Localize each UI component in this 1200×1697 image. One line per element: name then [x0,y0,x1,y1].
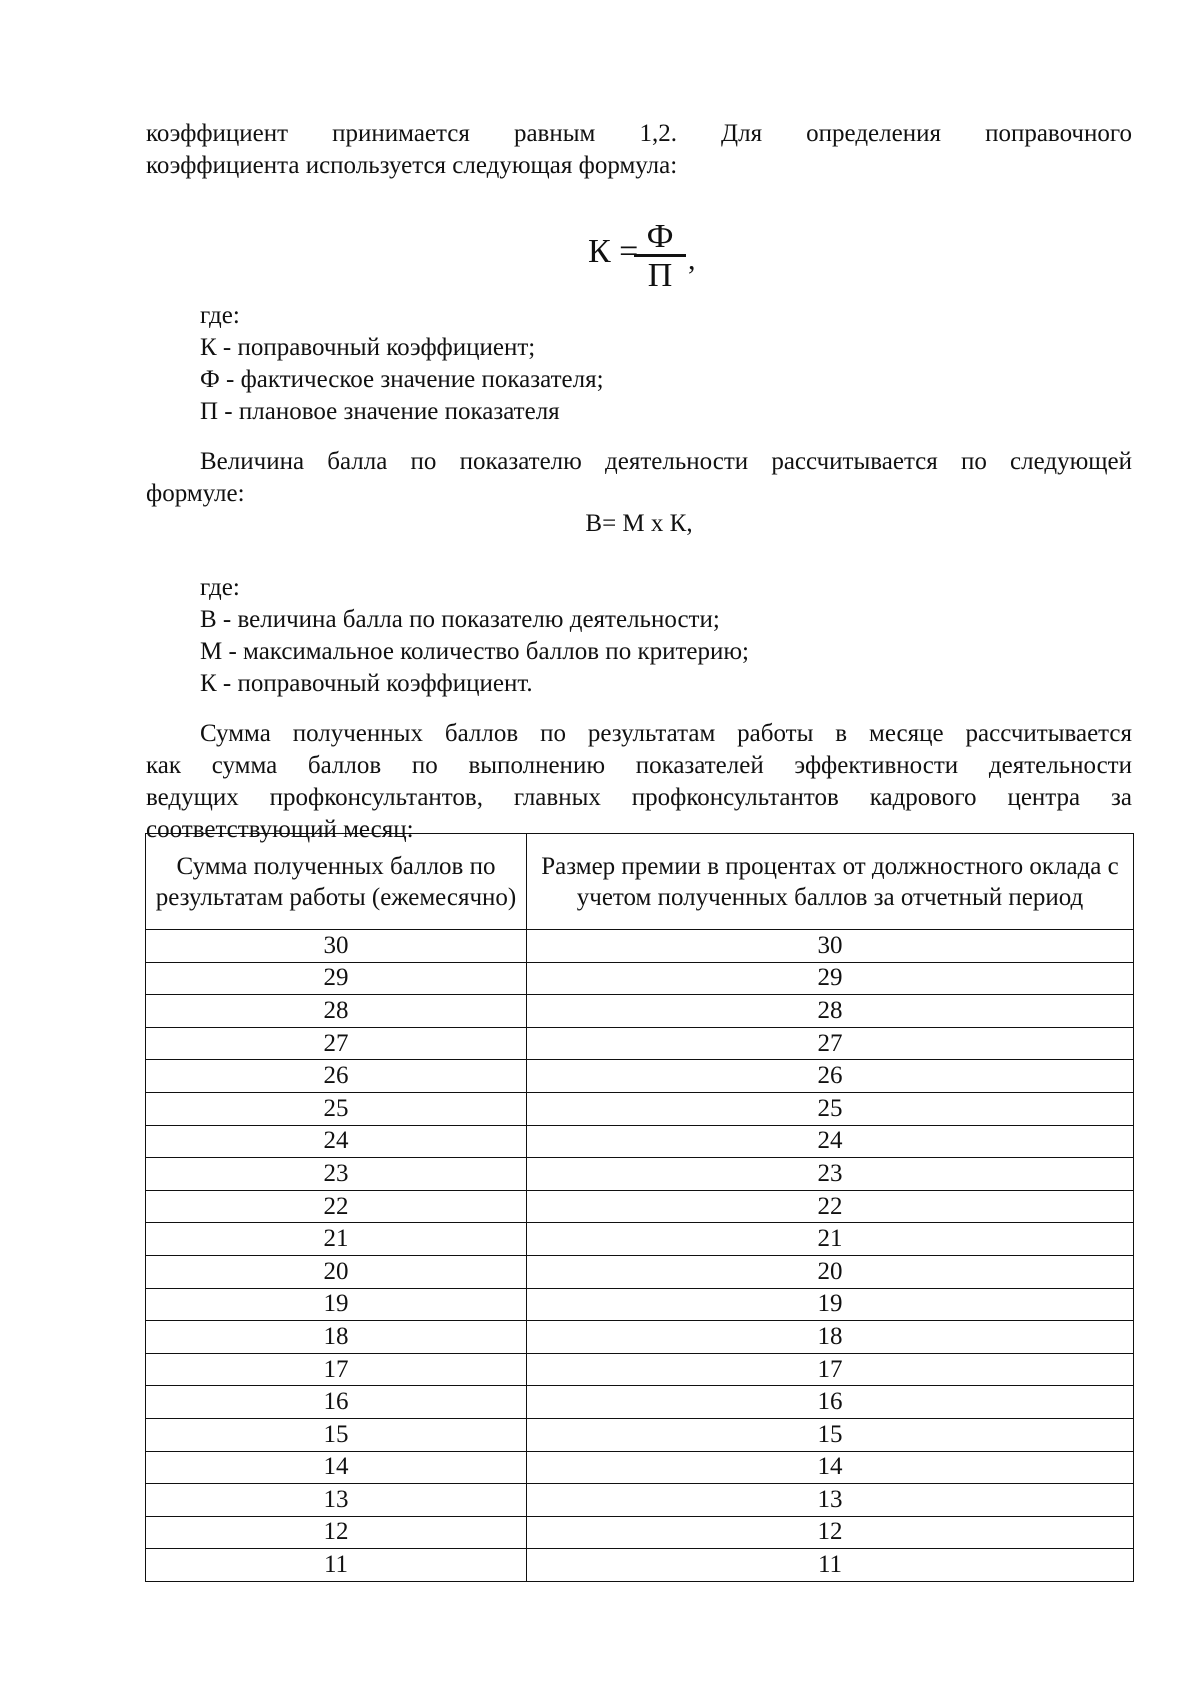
table-row [146,1190,1134,1223]
table-row [146,1451,1134,1484]
table-row [146,962,1134,995]
cell-bonus-percent: 21 [527,1223,1134,1256]
sum-paragraph [146,718,1132,846]
table-row [146,1321,1134,1354]
cell-points: 30 [146,930,527,963]
cell-bonus-percent: 11 [527,1549,1134,1582]
cell-points: 18 [146,1321,527,1354]
cell-points: 26 [146,1060,527,1093]
formula-comma: , [688,243,696,276]
cell-points: 22 [146,1190,527,1223]
header-bonus-percent: Размер премии в процентах от должностного оклада с учетом полученных баллов за отчетный период [527,834,1134,930]
table-row [146,1060,1134,1093]
table-row [146,1353,1134,1386]
cell-bonus-percent: 23 [527,1158,1134,1191]
cell-points: 23 [146,1158,527,1191]
cell-bonus-percent: 28 [527,995,1134,1028]
cell-bonus-percent: 25 [527,1092,1134,1125]
bonus-table [145,833,1134,1582]
cell-points: 15 [146,1418,527,1451]
cell-bonus-percent: 12 [527,1516,1134,1549]
intro-line-1: коэффициент принимается равным 1,2. Для определения поправочного [146,120,1132,147]
cell-points: 20 [146,1255,527,1288]
table-row [146,1255,1134,1288]
header-points-sum: Сумма полученных баллов по результатам работы (ежемесячно) [146,834,527,930]
cell-points: 11 [146,1549,527,1582]
cell-bonus-percent: 27 [527,1027,1134,1060]
para3-line-1: Сумма полученных баллов по результатам работы в месяце рассчитывается [200,720,1132,747]
cell-points: 27 [146,1027,527,1060]
table-row [146,1288,1134,1321]
cell-points: 12 [146,1516,527,1549]
formula-denominator: П [647,257,673,294]
formula-numerator: Ф [646,218,674,255]
legend2-where: где: [200,574,240,601]
table-body [146,930,1134,1582]
legend2-item: В - величина балла по показателю деятельности; [200,606,720,633]
cell-points: 29 [146,962,527,995]
legend1-item: П - плановое значение показателя [200,398,560,425]
cell-points: 24 [146,1125,527,1158]
cell-bonus-percent: 18 [527,1321,1134,1354]
cell-points: 19 [146,1288,527,1321]
score-formula: В= М х К, [585,510,693,537]
intro-line-2: коэффициента используется следующая формула: [146,152,678,179]
table-header-row [146,834,1134,930]
table-row [146,1158,1134,1191]
cell-bonus-percent: 17 [527,1353,1134,1386]
cell-bonus-percent: 16 [527,1386,1134,1419]
table-row [146,1549,1134,1582]
legend2-item: К - поправочный коэффициент. [200,670,533,697]
para3-line-3: ведущих профконсультантов, главных профконсультантов кадрового центра за [146,784,1132,811]
cell-bonus-percent: 30 [527,930,1134,963]
cell-bonus-percent: 26 [527,1060,1134,1093]
cell-points: 14 [146,1451,527,1484]
legend1-item: К - поправочный коэффициент; [200,334,536,361]
table-row [146,1418,1134,1451]
cell-bonus-percent: 29 [527,962,1134,995]
para2-line-1: Величина балла по показателю деятельности рассчитывается по следующей [200,448,1132,475]
formula-lhs: К = [588,233,639,270]
score-formula-paragraph [146,446,1132,510]
table-row [146,1027,1134,1060]
table-row [146,1125,1134,1158]
cell-points: 21 [146,1223,527,1256]
table-row [146,1516,1134,1549]
para3-line-2: как сумма баллов по выполнению показателей эффективности деятельности [146,752,1132,779]
legend2-item: М - максимальное количество баллов по критерию; [200,638,749,665]
intro-paragraph [146,118,1132,182]
cell-bonus-percent: 19 [527,1288,1134,1321]
cell-bonus-percent: 24 [527,1125,1134,1158]
cell-bonus-percent: 14 [527,1451,1134,1484]
cell-bonus-percent: 15 [527,1418,1134,1451]
cell-bonus-percent: 13 [527,1484,1134,1517]
correction-coefficient-formula [588,218,708,294]
cell-points: 16 [146,1386,527,1419]
cell-points: 28 [146,995,527,1028]
para3-line-4: соответствующий месяц: [146,816,414,843]
legend1-where: где: [200,302,240,329]
legend1-item: Ф - фактическое значение показателя; [200,366,604,393]
table-row [146,1223,1134,1256]
formula-fraction [634,218,686,295]
cell-bonus-percent: 22 [527,1190,1134,1223]
table-row [146,1386,1134,1419]
cell-points: 13 [146,1484,527,1517]
cell-points: 25 [146,1092,527,1125]
para2-line-2: формуле: [146,480,245,507]
table-row [146,930,1134,963]
table-row [146,995,1134,1028]
table-row [146,1092,1134,1125]
cell-bonus-percent: 20 [527,1255,1134,1288]
table-row [146,1484,1134,1517]
cell-points: 17 [146,1353,527,1386]
